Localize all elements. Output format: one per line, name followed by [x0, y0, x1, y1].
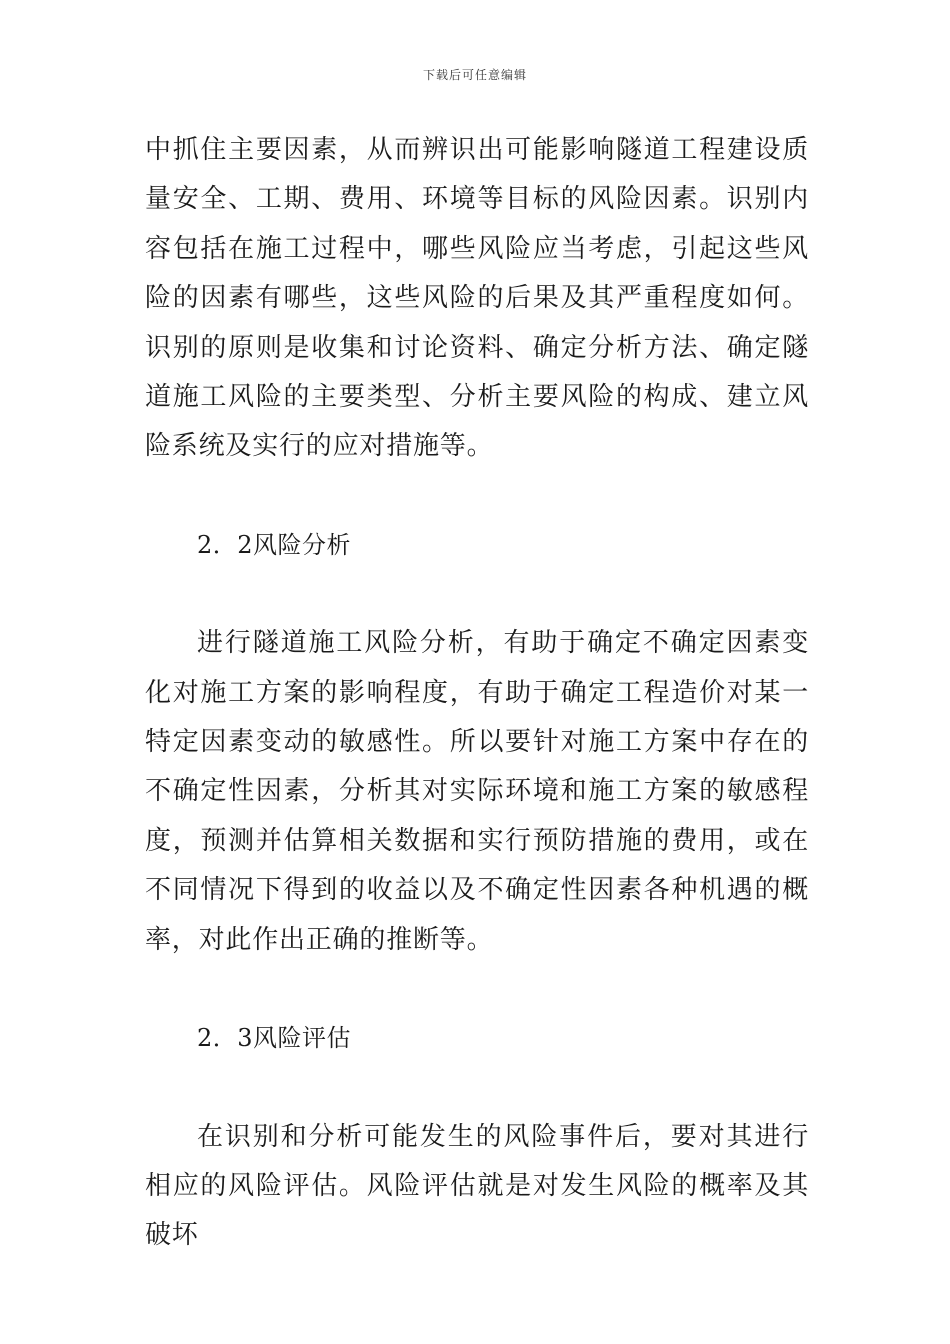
page-header: 下载后可任意编辑 [422, 68, 527, 82]
paragraph-risk-identification: 中抓住主要因素，从而辨识出可能影响隧道工程建设质量安全、工期、费用、环境等目标的风险因素。识别内容包括在施工过程中，哪些风险应当考虑，引起这些风险的因素有哪些，这些风险的后果及其严重程度如何。识别的原则是收集和讨论资料、确定分析方法、确定隧道施工风险的主要类型、分析主要风险的构成、建立风险系统及实行的应对措施等。 [145, 135, 809, 462]
document-body [145, 126, 809, 1261]
paragraph-risk-assessment: 在识别和分析可能发生的风险事件后，要对其进行相应的风险评估。风险评估就是对发生风险的概率及其破坏 [145, 1121, 809, 1251]
section-heading-risk-assessment: 2．3风险评估 [197, 1024, 352, 1053]
section-heading-risk-analysis: 2．2风险分析 [197, 530, 352, 559]
paragraph-gap [145, 472, 809, 521]
paragraph-gap [145, 570, 809, 619]
paragraph-gap [145, 965, 809, 1014]
paragraph-risk-analysis: 进行隧道施工风险分析，有助于确定不确定因素变化对施工方案的影响程度，有助于确定工程造价对某一特定因素变动的敏感性。所以要针对施工方案中存在的不确定性因素，分析其对实际环境和施工方案的敏感程度，预测并估算相关数据和实行预防措施的费用，或在不同情况下得到的收益以及不确定性因素各种机遇的概率，对此作出正确的推断等。 [145, 628, 809, 955]
paragraph-gap [145, 1064, 809, 1113]
